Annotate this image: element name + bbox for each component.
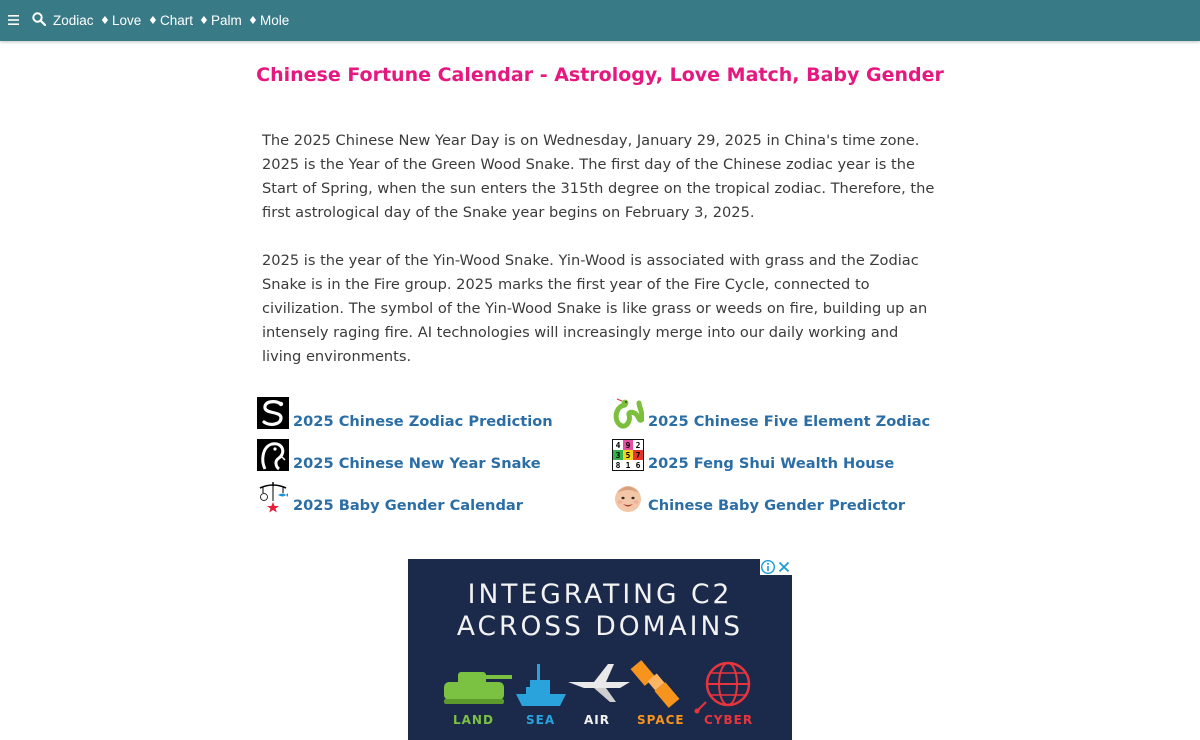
magic-square-cell: 4 [615,441,621,450]
magic-square-cell: 6 [635,461,641,470]
nav-link-chart[interactable]: Chart [160,13,194,28]
hamburger-menu-icon[interactable] [8,12,20,28]
magic-square-cell: 2 [635,441,641,450]
magic-square-cell: 9 [625,441,631,450]
ad-info-icon[interactable] [760,559,776,575]
warship-icon [516,664,566,706]
fighter-jet-icon [568,664,630,702]
nav-link-mole[interactable]: Mole [260,13,290,28]
tank-icon [444,672,512,704]
page-title: Chinese Fortune Calendar - Astrology, Love Match, Baby Gender [256,64,944,86]
cyber-globe-icon [695,663,750,714]
link-feng-shui-wealth-house[interactable]: 2025 Feng Shui Wealth House [648,455,895,472]
nav-separator-diamond: ♦ [100,14,110,27]
magic-square-cell: 1 [625,461,631,470]
ad-headline-line2: ACROSS DOMAINS [456,611,744,642]
ad-close-icon[interactable] [776,559,792,575]
magic-square-cell: 7 [635,451,641,460]
advertisement-banner[interactable] [408,559,792,740]
intro-paragraph: The 2025 Chinese New Year Day is on Wednesday, January 29, 2025 in China's time zone. 2025 is the Year of the Green Wood Snake. The first day of the Chinese zodiac year is the Start of Spring, when the sun enters the 315th degree on the tropical zodiac. Therefore, the first astrological day of the Snake year begins on February 3, 2025. [262,132,935,221]
baby-mobile-icon [257,481,289,513]
nav-separator-diamond: ♦ [248,14,258,27]
baby-face-icon [612,481,644,513]
snake-head-icon [257,439,289,471]
nav-separator-diamond: ♦ [148,14,158,27]
magic-square-cell: 3 [615,451,621,460]
ad-headline-line1: INTEGRATING C2 [467,579,733,610]
nav-link-zodiac[interactable]: Zodiac [53,13,94,28]
ad-domain-label-land: LAND [453,713,494,727]
magic-square-cell: 5 [625,451,631,460]
link-baby-gender-calendar[interactable]: 2025 Baby Gender Calendar [293,497,523,514]
yin-wood-snake-paragraph: 2025 is the year of the Yin-Wood Snake. Yin-Wood is associated with grass and the Zodiac Snake is in the Fire group. 2025 marks the first year of the Fire Cycle, connected to civilization. The symbol of the Yin-Wood Snake is like grass or weeds on fire, building up an intensely raging fire. AI technologies will increasingly merge into our daily working and living environments. [262,252,928,365]
link-zodiac-prediction[interactable]: 2025 Chinese Zodiac Prediction [293,413,553,430]
ad-domain-label-sea: SEA [526,713,556,727]
ad-choices-badge [760,559,792,575]
ad-domain-label-cyber: CYBER [704,713,754,727]
link-new-year-snake[interactable]: 2025 Chinese New Year Snake [293,455,541,472]
satellite-icon [631,660,680,708]
nav-link-love[interactable]: Love [112,13,142,28]
green-snake-icon [612,397,644,429]
magic-square-icon [612,439,644,471]
ad-domain-label-space: SPACE [637,713,685,727]
search-icon[interactable] [32,12,46,26]
snake-s-icon [257,397,289,429]
link-five-element-zodiac[interactable]: 2025 Chinese Five Element Zodiac [648,413,931,430]
nav-link-palm[interactable]: Palm [211,13,242,28]
top-navigation-bar [0,0,1200,41]
nav-separator-diamond: ♦ [199,14,209,27]
link-baby-gender-predictor[interactable]: Chinese Baby Gender Predictor [648,497,906,514]
ad-domain-label-air: AIR [584,713,610,727]
magic-square-cell: 8 [615,461,621,470]
